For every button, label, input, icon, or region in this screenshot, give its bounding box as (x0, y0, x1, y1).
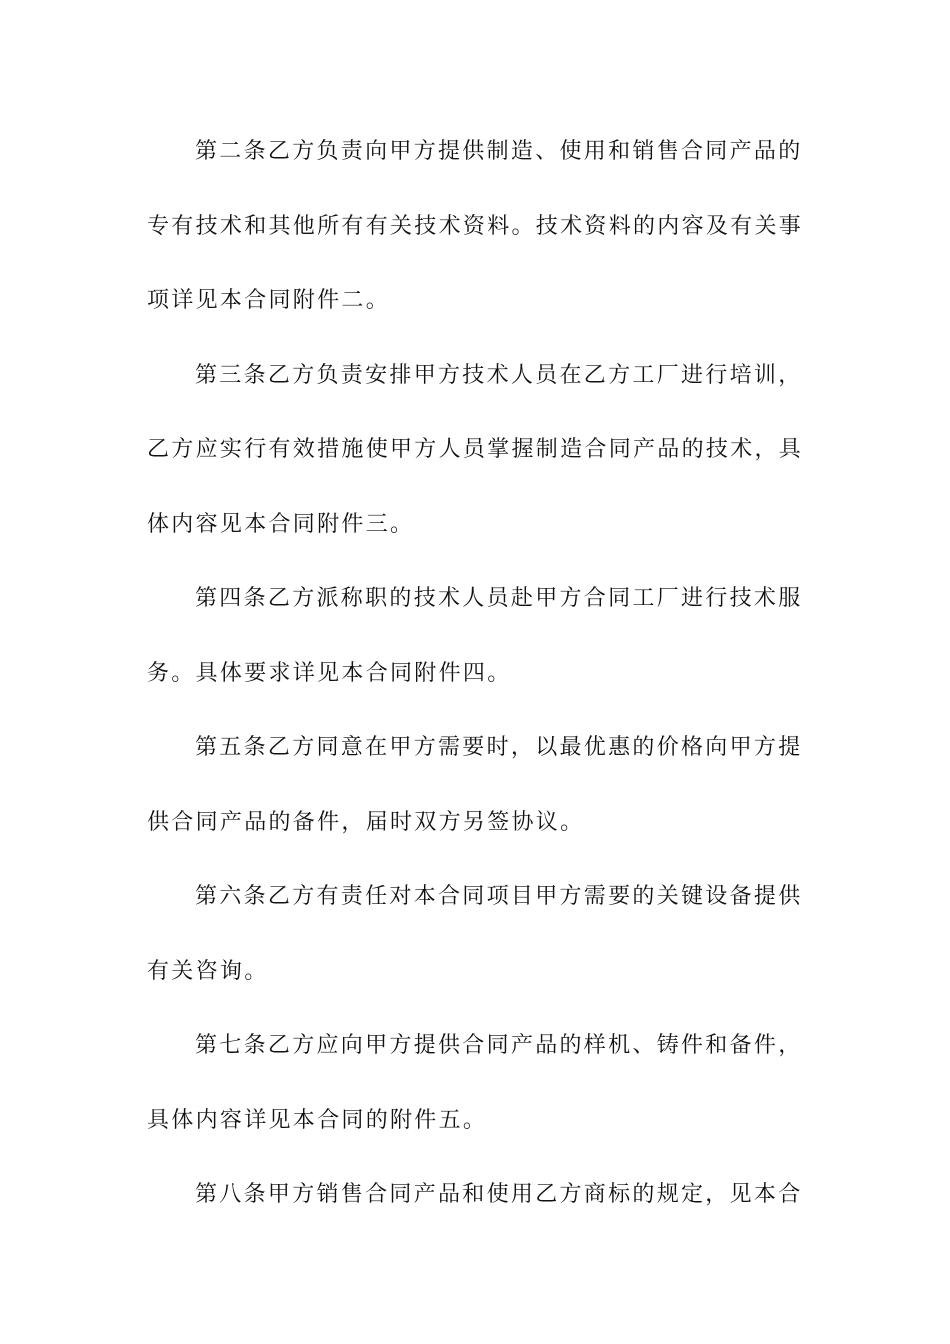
paragraph-line: 专有技术和其他所有有关技术资料。技术资料的内容及有关事 (147, 213, 804, 239)
paragraph-article-7 (147, 1009, 950, 1158)
paragraph-line: 乙方应实行有效措施使甲方人员掌握制造合同产品的技术，具 (147, 437, 804, 462)
paragraph-line: 项详见本合同附件二。 (147, 288, 391, 313)
paragraph-line: 供合同产品的备件，届时双方另签协议。 (147, 809, 585, 835)
paragraph-line: 具体内容详见本合同的附件五。 (147, 1107, 488, 1133)
paragraph-line: 第七条乙方应向甲方提供合同产品的样机、铸件和备件， (195, 1033, 803, 1058)
paragraph-line: 体内容见本合同附件三。 (147, 511, 415, 537)
paragraph-article-5 (147, 711, 950, 860)
paragraph-article-4 (147, 562, 950, 711)
paragraph-line: 第三条乙方负责安排甲方技术人员在乙方工厂进行培训， (195, 362, 803, 388)
paragraph-line: 第八条甲方销售合同产品和使用乙方商标的规定，见本合 (195, 1182, 803, 1207)
paragraph-line: 第六条乙方有责任对本合同项目甲方需要的关键设备提供 (195, 884, 803, 909)
paragraph-article-2 (147, 115, 950, 339)
paragraph-line: 第四条乙方派称职的技术人员赴甲方合同工厂进行技术服 (195, 586, 803, 611)
paragraph-line: 有关咨询。 (147, 958, 269, 984)
paragraph-article-8 (147, 1158, 950, 1233)
paragraph-line: 务。具体要求详见本合同附件四。 (147, 660, 512, 686)
paragraph-article-3 (147, 339, 950, 563)
paragraph-line: 第二条乙方负责向甲方提供制造、使用和销售合同产品的 (195, 139, 803, 164)
paragraph-line: 第五条乙方同意在甲方需要时，以最优惠的价格向甲方提 (195, 735, 803, 760)
paragraph-article-6 (147, 860, 950, 1009)
